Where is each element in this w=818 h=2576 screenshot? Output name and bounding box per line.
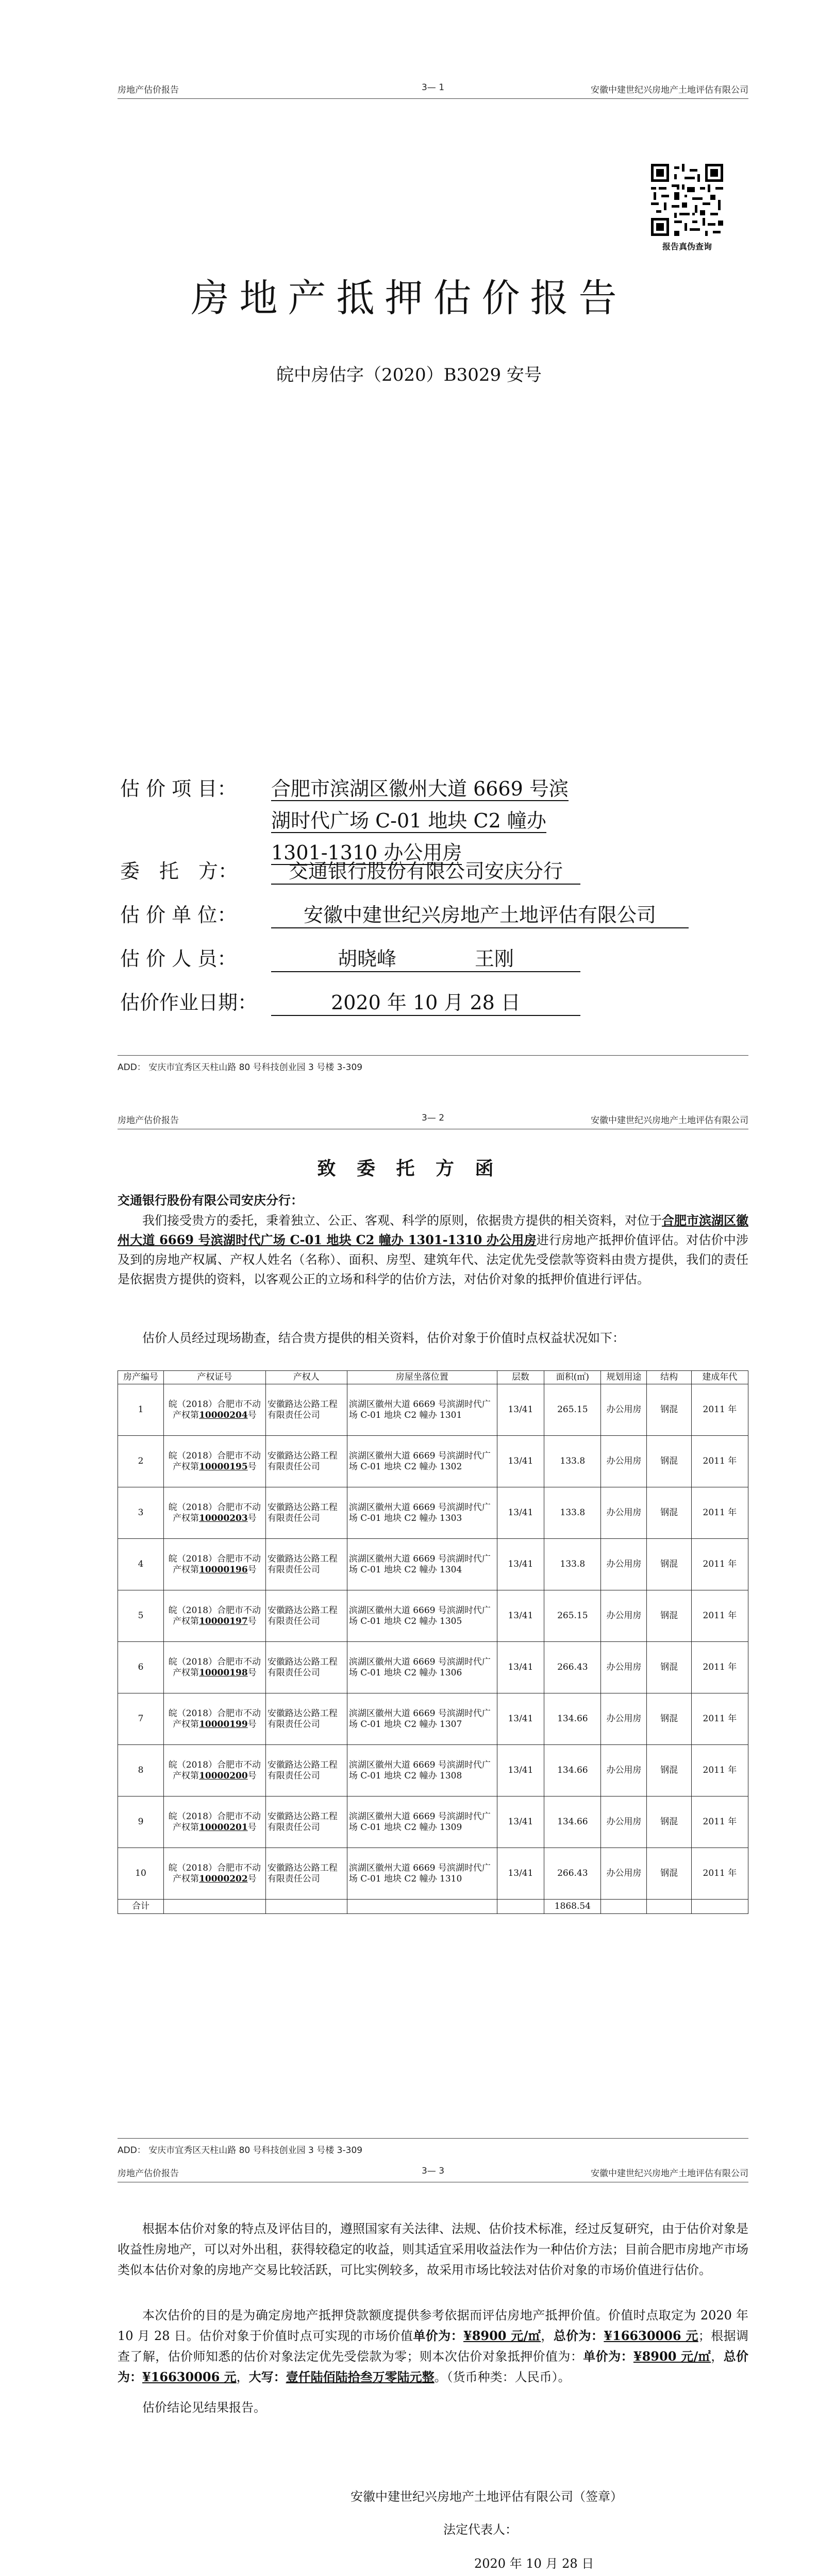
appraiser-label: 估 价 单 位：	[120, 904, 237, 926]
cell-owner: 安徽路达公路工程有限责任公司	[265, 1539, 347, 1590]
project-value: 合肥市滨湖区徽州大道 6669 号滨湖时代广场 C-01 地块 C2 幢办 1301-1310 办公用房	[271, 777, 569, 864]
header-left: 房地产估价报告	[118, 2168, 179, 2179]
cell-owner: 安徽路达公路工程有限责任公司	[265, 1642, 347, 1693]
total-price-1: ¥16630006 元	[604, 2328, 698, 2343]
cell-area: 265.15	[544, 1590, 601, 1642]
page-number: 3— 3	[421, 2166, 445, 2176]
cell-year: 2011 年	[691, 1436, 748, 1487]
cell-owner: 安徽路达公路工程有限责任公司	[265, 1436, 347, 1487]
table-row	[118, 1590, 748, 1642]
cell-cert: 皖（2018）合肥市不动产权第10000203号	[163, 1487, 265, 1539]
cell-no: 6	[118, 1642, 164, 1693]
cell-no: 2	[118, 1436, 164, 1487]
header-left: 房地产估价报告	[118, 85, 179, 95]
table-row	[118, 1487, 748, 1539]
cell-struct: 钢混	[647, 1590, 691, 1642]
table-row	[118, 1745, 748, 1797]
cell-owner: 安徽路达公路工程有限责任公司	[265, 1693, 347, 1745]
cell-area: 133.8	[544, 1539, 601, 1590]
table-row	[118, 1693, 748, 1745]
cell-struct: 钢混	[647, 1384, 691, 1436]
cell-cert: 皖（2018）合肥市不动产权第10000197号	[163, 1590, 265, 1642]
cell-struct: 钢混	[647, 1487, 691, 1539]
conclusion-paragraph-3: 估价结论见结果报告。	[142, 2400, 266, 2415]
staff-label: 估 价 人 员：	[120, 947, 237, 970]
conclusion-paragraph-1: 根据本估价对象的特点及评估目的，遵照国家有关法律、法规、估价技术标准，经过反复研究，由于估价对象是收益性房地产，可以对外出租，获得较稳定的收益，则其适宜采用收益法作为一种估价方法；目前合肥市房地产市场类似本估价对象的房地产交易比较活跃，可比实例较多，故采用市场比较法对估价对象的市场价值进行估价。	[118, 2222, 748, 2277]
staff-value: 胡晓峰 王刚	[271, 943, 580, 972]
cell-loc: 滨湖区徽州大道 6669 号滨湖时代广场 C-01 地块 C2 幢办 1301	[347, 1384, 497, 1436]
cell-floor: 13/41	[497, 1693, 544, 1745]
cell-year: 2011 年	[691, 1642, 748, 1693]
cell-cert: 皖（2018）合肥市不动产权第10000195号	[163, 1436, 265, 1487]
cell-year: 2011 年	[691, 1745, 748, 1797]
total-label: 合计	[118, 1900, 164, 1914]
cell-area: 133.8	[544, 1487, 601, 1539]
header-right: 安徽中建世纪兴房地产土地评估有限公司	[591, 85, 748, 95]
cell-owner: 安徽路达公路工程有限责任公司	[265, 1590, 347, 1642]
table-row	[118, 1797, 748, 1848]
cell-floor: 13/41	[497, 1642, 544, 1693]
header-area: 面积(㎡)	[544, 1371, 601, 1384]
table-row	[118, 1642, 748, 1693]
cell-loc: 滨湖区徽州大道 6669 号滨湖时代广场 C-01 地块 C2 幢办 1305	[347, 1590, 497, 1642]
cell-loc: 滨湖区徽州大道 6669 号滨湖时代广场 C-01 地块 C2 幢办 1309	[347, 1797, 497, 1848]
unit-price-2: ¥8900 元/㎡	[633, 2349, 711, 2364]
signature-company: 安徽中建世纪兴房地产土地评估有限公司（签章）	[350, 2489, 623, 2504]
empty-cell	[265, 1900, 347, 1914]
cell-struct: 钢混	[647, 1436, 691, 1487]
page-header	[118, 1113, 748, 1129]
letter-paragraph-1: 我们接受贵方的委托，秉着独立、公正、客观、科学的原则，依据贵方提供的相关资料，对位于合肥市滨湖区徽州大道 6669 号滨湖时代广场 C-01 地块 C2 幢办 1301-1310 办公用房进行房地产抵押价值评估。对估价中涉及到的房地产权属、产权人姓名（名称）、面积、房型、建筑年代、法定优先受偿款等资料由贵方提供，我们的责任是依据贵方提供的资料，以客观公正的立场和科学的估价方法，对估价对象的抵押价值进行评估。	[118, 1213, 748, 1286]
header-right: 安徽中建世纪兴房地产土地评估有限公司	[591, 2168, 748, 2179]
cell-use: 办公用房	[601, 1539, 647, 1590]
page-header	[118, 82, 748, 99]
project-label: 估 价 项 目：	[120, 777, 237, 800]
report-number: 皖中房估字（2020）B3029 安号	[276, 365, 542, 385]
header-use: 规划用途	[601, 1371, 647, 1384]
cell-floor: 13/41	[497, 1384, 544, 1436]
cell-floor: 13/41	[497, 1848, 544, 1900]
cell-no: 10	[118, 1848, 164, 1900]
header-right: 安徽中建世纪兴房地产土地评估有限公司	[591, 1115, 748, 1126]
page-header	[118, 2166, 748, 2182]
header-owner: 产权人	[265, 1371, 347, 1384]
cell-cert: 皖（2018）合肥市不动产权第10000202号	[163, 1848, 265, 1900]
cell-struct: 钢混	[647, 1693, 691, 1745]
cell-owner: 安徽路达公路工程有限责任公司	[265, 1848, 347, 1900]
cell-struct: 钢混	[647, 1848, 691, 1900]
page-number: 3— 2	[421, 1113, 445, 1123]
cell-use: 办公用房	[601, 1797, 647, 1848]
cell-floor: 13/41	[497, 1539, 544, 1590]
signature-date: 2020 年 10 月 28 日	[474, 2556, 594, 2571]
empty-cell	[163, 1900, 265, 1914]
cell-floor: 13/41	[497, 1436, 544, 1487]
cell-no: 8	[118, 1745, 164, 1797]
empty-cell	[647, 1900, 691, 1914]
cell-use: 办公用房	[601, 1590, 647, 1642]
cell-owner: 安徽路达公路工程有限责任公司	[265, 1745, 347, 1797]
cell-owner: 安徽路达公路工程有限责任公司	[265, 1487, 347, 1539]
qr-caption: 报告真伪查询	[662, 242, 712, 251]
cell-use: 办公用房	[601, 1848, 647, 1900]
unit-price: ¥8900 元/㎡	[463, 2328, 541, 2343]
cell-struct: 钢混	[647, 1539, 691, 1590]
page-number: 3— 1	[421, 82, 445, 93]
cell-cert: 皖（2018）合肥市不动产权第10000200号	[163, 1745, 265, 1797]
header-year: 建成年代	[691, 1371, 748, 1384]
property-table	[118, 1370, 748, 1914]
cell-no: 1	[118, 1384, 164, 1436]
page-letter	[0, 1082, 818, 2167]
empty-cell	[347, 1900, 497, 1914]
table-row	[118, 1848, 748, 1900]
cell-use: 办公用房	[601, 1436, 647, 1487]
header-structure: 结构	[647, 1371, 691, 1384]
cell-use: 办公用房	[601, 1642, 647, 1693]
page-footer: ADD： 安庆市宜秀区天柱山路 80 号科技创业园 3 号楼 3-309	[118, 1055, 748, 1073]
cell-floor: 13/41	[497, 1590, 544, 1642]
table-row	[118, 1436, 748, 1487]
cell-area: 265.15	[544, 1384, 601, 1436]
cell-struct: 钢混	[647, 1642, 691, 1693]
cell-no: 5	[118, 1590, 164, 1642]
report-title: 房地产抵押估价报告	[191, 276, 627, 320]
header-left: 房地产估价报告	[118, 1115, 179, 1126]
cell-area: 134.66	[544, 1745, 601, 1797]
cell-year: 2011 年	[691, 1384, 748, 1436]
cell-struct: 钢混	[647, 1797, 691, 1848]
table-header-row	[118, 1371, 748, 1384]
cell-no: 7	[118, 1693, 164, 1745]
cell-loc: 滨湖区徽州大道 6669 号滨湖时代广场 C-01 地块 C2 幢办 1310	[347, 1848, 497, 1900]
total-area: 1868.54	[544, 1900, 601, 1914]
cell-area: 134.66	[544, 1797, 601, 1848]
cell-year: 2011 年	[691, 1590, 748, 1642]
cell-loc: 滨湖区徽州大道 6669 号滨湖时代广场 C-01 地块 C2 幢办 1304	[347, 1539, 497, 1590]
appraiser-value: 安徽中建世纪兴房地产土地评估有限公司	[271, 899, 689, 928]
addressee: 交通银行股份有限公司安庆分行：	[118, 1193, 303, 1208]
header-floor: 层数	[497, 1371, 544, 1384]
empty-cell	[497, 1900, 544, 1914]
client-value: 交通银行股份有限公司安庆分行	[271, 855, 580, 885]
cell-floor: 13/41	[497, 1487, 544, 1539]
cell-year: 2011 年	[691, 1693, 748, 1745]
cell-owner: 安徽路达公路工程有限责任公司	[265, 1797, 347, 1848]
page-conclusion	[0, 2167, 818, 2576]
table-total-row	[118, 1900, 748, 1914]
signature-representative: 法定代表人：	[443, 2522, 517, 2537]
cell-loc: 滨湖区徽州大道 6669 号滨湖时代广场 C-01 地块 C2 幢办 1307	[347, 1693, 497, 1745]
cell-floor: 13/41	[497, 1797, 544, 1848]
header-cert: 产权证号	[163, 1371, 265, 1384]
cell-owner: 安徽路达公路工程有限责任公司	[265, 1384, 347, 1436]
total-price-upper: 壹仟陆佰陆拾叁万零陆元整	[286, 2369, 435, 2384]
cell-year: 2011 年	[691, 1487, 748, 1539]
cell-loc: 滨湖区徽州大道 6669 号滨湖时代广场 C-01 地块 C2 幢办 1303	[347, 1487, 497, 1539]
table-row	[118, 1539, 748, 1590]
date-label: 估价作业日期：	[120, 991, 258, 1014]
cell-floor: 13/41	[497, 1745, 544, 1797]
cell-cert: 皖（2018）合肥市不动产权第10000199号	[163, 1693, 265, 1745]
letter-paragraph-2: 估价人员经过现场勘查，结合贵方提供的相关资料，估价对象于价值时点权益状况如下：	[142, 1331, 625, 1345]
client-label: 委 托 方：	[120, 860, 238, 883]
qr-code[interactable]	[651, 164, 723, 236]
cell-year: 2011 年	[691, 1539, 748, 1590]
cell-use: 办公用房	[601, 1745, 647, 1797]
conclusion-paragraph-2: 本次估价的目的是为确定房地产抵押贷款额度提供参考依据而评估房地产抵押价值。价值时点取定为 2020 年 10 月 28 日。估价对象于价值时点可实现的市场价值单价为：¥8900 元/㎡，总价为：¥16630006 元；根据调查了解，估价师知悉的估价对象法定优先受偿款为零；则本次估价对象抵押价值为：单价为：¥8900 元/㎡，总价为：¥16630006 元，大写：壹仟陆佰陆拾叁万零陆元整。（货币种类：人民币）。	[118, 2308, 749, 2384]
cell-area: 266.43	[544, 1848, 601, 1900]
cell-cert: 皖（2018）合肥市不动产权第10000201号	[163, 1797, 265, 1848]
qr-code-icon	[651, 164, 723, 236]
date-value: 2020 年 10 月 28 日	[271, 987, 580, 1016]
cell-area: 133.8	[544, 1436, 601, 1487]
empty-cell	[691, 1900, 748, 1914]
cell-loc: 滨湖区徽州大道 6669 号滨湖时代广场 C-01 地块 C2 幢办 1308	[347, 1745, 497, 1797]
page-cover	[0, 0, 818, 1082]
cell-no: 3	[118, 1487, 164, 1539]
cell-no: 4	[118, 1539, 164, 1590]
cell-area: 266.43	[544, 1642, 601, 1693]
cell-cert: 皖（2018）合肥市不动产权第10000204号	[163, 1384, 265, 1436]
cell-use: 办公用房	[601, 1384, 647, 1436]
cell-year: 2011 年	[691, 1797, 748, 1848]
cell-use: 办公用房	[601, 1487, 647, 1539]
cell-cert: 皖（2018）合肥市不动产权第10000196号	[163, 1539, 265, 1590]
letter-title: 致 委 托 方 函	[317, 1158, 501, 1179]
empty-cell	[601, 1900, 647, 1914]
cell-cert: 皖（2018）合肥市不动产权第10000198号	[163, 1642, 265, 1693]
cell-struct: 钢混	[647, 1745, 691, 1797]
cell-loc: 滨湖区徽州大道 6669 号滨湖时代广场 C-01 地块 C2 幢办 1302	[347, 1436, 497, 1487]
table-row	[118, 1384, 748, 1436]
page-footer: ADD： 安庆市宜秀区天柱山路 80 号科技创业园 3 号楼 3-309	[118, 2138, 748, 2156]
header-no: 房产编号	[118, 1371, 164, 1384]
cell-area: 134.66	[544, 1693, 601, 1745]
cell-loc: 滨湖区徽州大道 6669 号滨湖时代广场 C-01 地块 C2 幢办 1306	[347, 1642, 497, 1693]
cell-no: 9	[118, 1797, 164, 1848]
cell-use: 办公用房	[601, 1693, 647, 1745]
cell-year: 2011 年	[691, 1848, 748, 1900]
header-location: 房屋坐落位置	[347, 1371, 497, 1384]
total-price-2: ¥16630006 元	[142, 2369, 237, 2384]
